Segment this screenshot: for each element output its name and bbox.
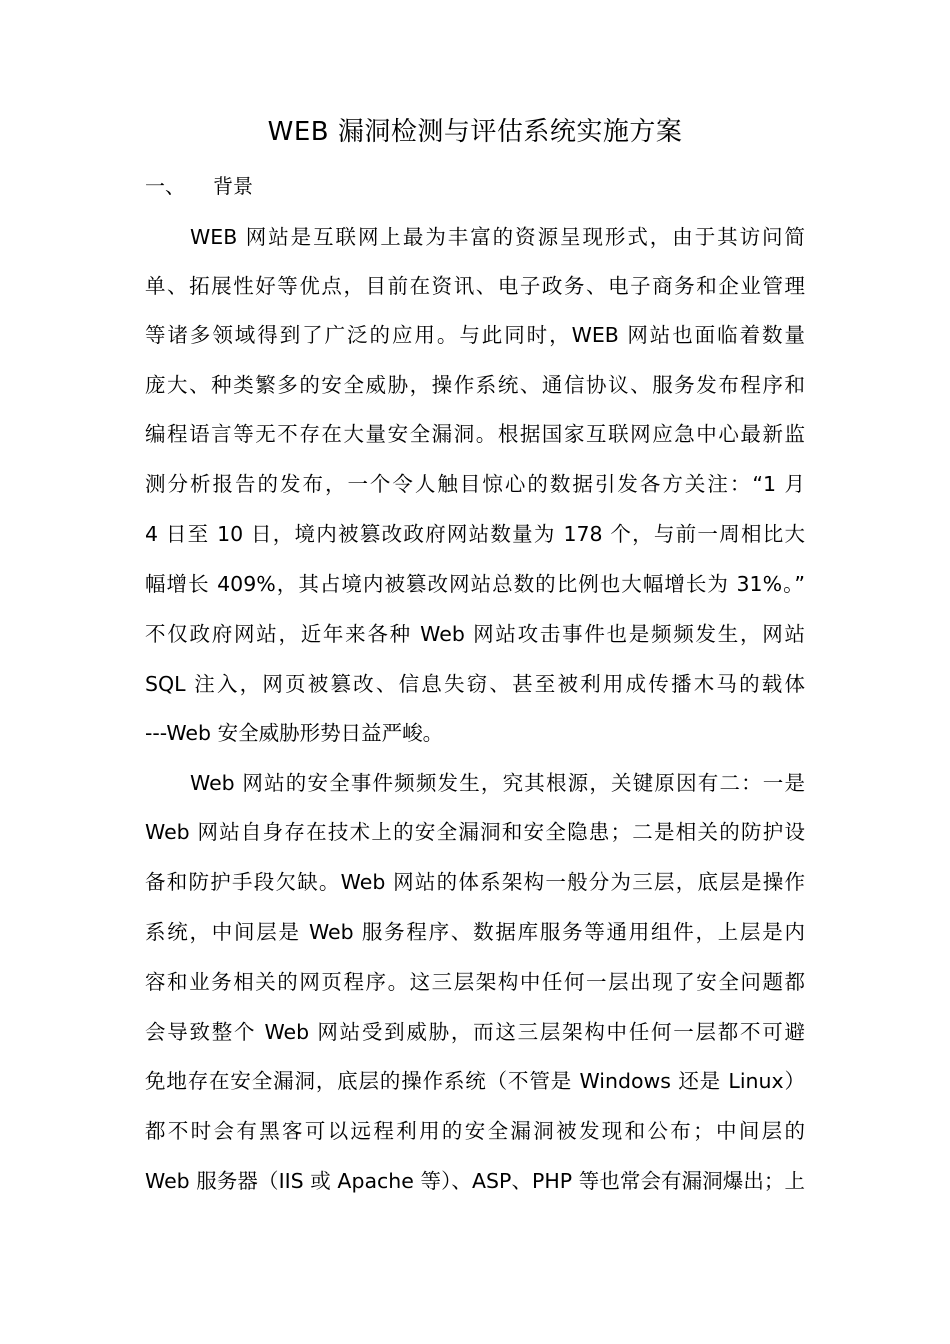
paragraph-line: 4 日至 10 日，境内被篡改政府网站数量为 178 个，与前一周相比大 [145, 522, 805, 546]
paragraph-line: WEB 网站是互联网上最为丰富的资源呈现形式，由于其访问简 [190, 225, 805, 249]
paragraph-line: SQL 注入，网页被篡改、信息失窃、甚至被利用成传播木马的载体 [145, 672, 805, 696]
paragraph-line: Web 服务器（IIS 或 Apache 等）、ASP、PHP 等也常会有漏洞爆出；上 [145, 1169, 805, 1193]
section-title: 背景 [213, 174, 253, 198]
paragraph-line: 单、拓展性好等优点，目前在资讯、电子政务、电子商务和企业管理 [145, 274, 805, 298]
section-heading [145, 166, 253, 206]
paragraph-line: 等诸多领域得到了广泛的应用。与此同时，WEB 网站也面临着数量 [145, 323, 805, 347]
paragraph-line: 庞大、种类繁多的安全威胁，操作系统、通信协议、服务发布程序和 [145, 373, 805, 397]
paragraph-line: 免地存在安全漏洞，底层的操作系统（不管是 Windows 还是 Linux） [145, 1069, 805, 1093]
paragraph-line: ---Web 安全威胁形势日益严峻。 [145, 721, 444, 745]
paragraph-line: 幅增长 409%，其占境内被篡改网站总数的比例也大幅增长为 31%。” [145, 572, 805, 596]
section-number: 一、 [145, 174, 185, 198]
paragraph-line: 会导致整个 Web 网站受到威胁，而这三层架构中任何一层都不可避 [145, 1020, 805, 1044]
paragraph-line: Web 网站自身存在技术上的安全漏洞和安全隐患；二是相关的防护设 [145, 820, 805, 844]
paragraph-line: 容和业务相关的网页程序。这三层架构中任何一层出现了安全问题都 [145, 970, 805, 994]
paragraph-line: 编程语言等无不存在大量安全漏洞。根据国家互联网应急中心最新监 [145, 422, 805, 446]
paragraph-line: 测分析报告的发布，一个令人触目惊心的数据引发各方关注：“1 月 [145, 472, 805, 496]
document-title: WEB 漏洞检测与评估系统实施方案 [267, 117, 683, 147]
paragraph-line: 不仅政府网站，近年来各种 Web 网站攻击事件也是频频发生，网站 [145, 622, 805, 646]
paragraph-line: 备和防护手段欠缺。Web 网站的体系架构一般分为三层，底层是操作 [145, 870, 805, 894]
paragraph-line: Web 网站的安全事件频频发生，究其根源，关键原因有二：一是 [190, 771, 805, 795]
paragraph-line: 系统，中间层是 Web 服务程序、数据库服务等通用组件，上层是内 [145, 920, 805, 944]
paragraph-line: 都不时会有黑客可以远程利用的安全漏洞被发现和公布；中间层的 [145, 1119, 805, 1143]
